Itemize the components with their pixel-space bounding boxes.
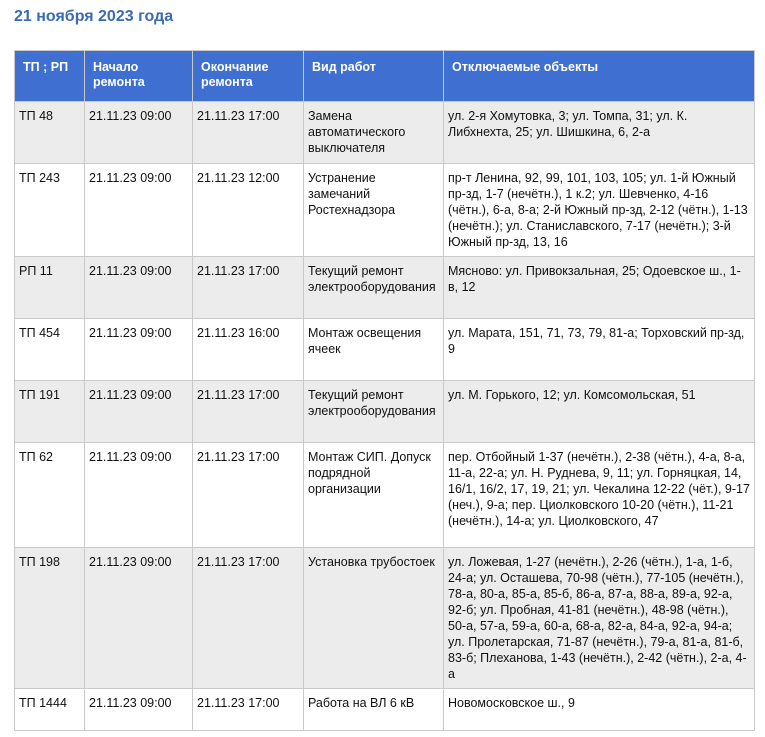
- table-row: [15, 319, 755, 381]
- table-row: [15, 689, 755, 731]
- cell-start: 21.11.23 09:00: [85, 689, 193, 731]
- table-row: [15, 164, 755, 257]
- cell-objects: ул. Ложевая, 1-27 (нечётн.), 2-26 (чётн.), 1-а, 1-б, 24-а; ул. Осташева, 70-98 (чётн.), 77-105 (нечётн.), 78-а, 80-а, 85-а, 85-б, 86-а, 87-а, 88-а, 89-а, 92-а, 92-б; ул. Пробная, 41-81 (нечётн.), 48-98 (чётн.), 50-а, 57-а, 59-а, 60-а, 68-а, 82-а, 84-а, 92-а, 94-а; ул. Пролетарская, 71-87 (нечётн.), 79-а, 81-а, 81-б, 83-б; Плеханова, 1-43 (нечётн.), 2-42 (чётн.), 2-а, 4-а: [444, 548, 755, 689]
- cell-tp: ТП 48: [15, 102, 85, 164]
- cell-start: 21.11.23 09:00: [85, 319, 193, 381]
- cell-work: Замена автоматического выключателя: [304, 102, 444, 164]
- table-row: [15, 443, 755, 548]
- table-header-row: [15, 51, 755, 102]
- cell-end: 21.11.23 17:00: [193, 257, 304, 319]
- cell-tp: ТП 1444: [15, 689, 85, 731]
- header-end: Окончание ремонта: [193, 51, 304, 102]
- cell-work: Монтаж СИП. Допуск подрядной организации: [304, 443, 444, 548]
- cell-work: Текущий ремонт электрооборудования: [304, 381, 444, 443]
- cell-objects: ул. М. Горького, 12; ул. Комсомольская, 51: [444, 381, 755, 443]
- cell-start: 21.11.23 09:00: [85, 257, 193, 319]
- outage-schedule-table: [14, 50, 755, 731]
- cell-objects: пер. Отбойный 1-37 (нечётн.), 2-38 (чётн.), 4-а, 8-а, 11-а, 22-а; ул. Н. Руднева, 9, 11; ул. Горняцкая, 14, 16/1, 16/2, 17, 19, 21; ул. Чекалина 12-22 (чёт.), 9-17 (неч.), 9-а; пер. Циолковского 10-20 (чётн.), 11-21 (нечётн.), 14-а; ул. Циолковского, 47: [444, 443, 755, 548]
- cell-end: 21.11.23 17:00: [193, 443, 304, 548]
- cell-start: 21.11.23 09:00: [85, 164, 193, 257]
- cell-objects: Новомосковское ш., 9: [444, 689, 755, 731]
- cell-end: 21.11.23 17:00: [193, 381, 304, 443]
- cell-end: 21.11.23 17:00: [193, 102, 304, 164]
- table-row: [15, 381, 755, 443]
- header-work: Вид работ: [304, 51, 444, 102]
- cell-objects: ул. 2-я Хомутовка, 3; ул. Томпа, 31; ул. К. Либхнехта, 25; ул. Шишкина, 6, 2-а: [444, 102, 755, 164]
- header-objects: Отключаемые объекты: [444, 51, 755, 102]
- cell-end: 21.11.23 17:00: [193, 548, 304, 689]
- cell-tp: ТП 243: [15, 164, 85, 257]
- page-title: 21 ноября 2023 года: [14, 8, 174, 25]
- cell-work: Работа на ВЛ 6 кВ: [304, 689, 444, 731]
- cell-tp: ТП 191: [15, 381, 85, 443]
- cell-start: 21.11.23 09:00: [85, 548, 193, 689]
- cell-start: 21.11.23 09:00: [85, 102, 193, 164]
- cell-start: 21.11.23 09:00: [85, 381, 193, 443]
- cell-work: Монтаж освещения ячеек: [304, 319, 444, 381]
- cell-objects: ул. Марата, 151, 71, 73, 79, 81-а; Торховский пр-зд, 9: [444, 319, 755, 381]
- header-start: Начало ремонта: [85, 51, 193, 102]
- cell-end: 21.11.23 12:00: [193, 164, 304, 257]
- cell-tp: ТП 198: [15, 548, 85, 689]
- cell-work: Текущий ремонт электрооборудования: [304, 257, 444, 319]
- table-row: [15, 102, 755, 164]
- cell-end: 21.11.23 16:00: [193, 319, 304, 381]
- cell-end: 21.11.23 17:00: [193, 689, 304, 731]
- table-row: [15, 257, 755, 319]
- cell-objects: Мясново: ул. Привокзальная, 25; Одоевское ш., 1-в, 12: [444, 257, 755, 319]
- header-tp: ТП ; РП: [15, 51, 85, 102]
- cell-tp: ТП 454: [15, 319, 85, 381]
- table-row: [15, 548, 755, 689]
- cell-tp: ТП 62: [15, 443, 85, 548]
- cell-work: Установка трубостоек: [304, 548, 444, 689]
- cell-start: 21.11.23 09:00: [85, 443, 193, 548]
- cell-tp: РП 11: [15, 257, 85, 319]
- cell-work: Устранение замечаний Ростехнадзора: [304, 164, 444, 257]
- cell-objects: пр-т Ленина, 92, 99, 101, 103, 105; ул. 1-й Южный пр-зд, 1-7 (нечётн.), 1 к.2; ул. Шевченко, 4-16 (чётн.), 6-а, 8-а; 2-й Южный пр-зд, 2-12 (чётн.), 1-13 (нечётн.); ул. Станиславского, 7-17 (нечётн.); 3-й Южный пр-зд, 13, 16: [444, 164, 755, 257]
